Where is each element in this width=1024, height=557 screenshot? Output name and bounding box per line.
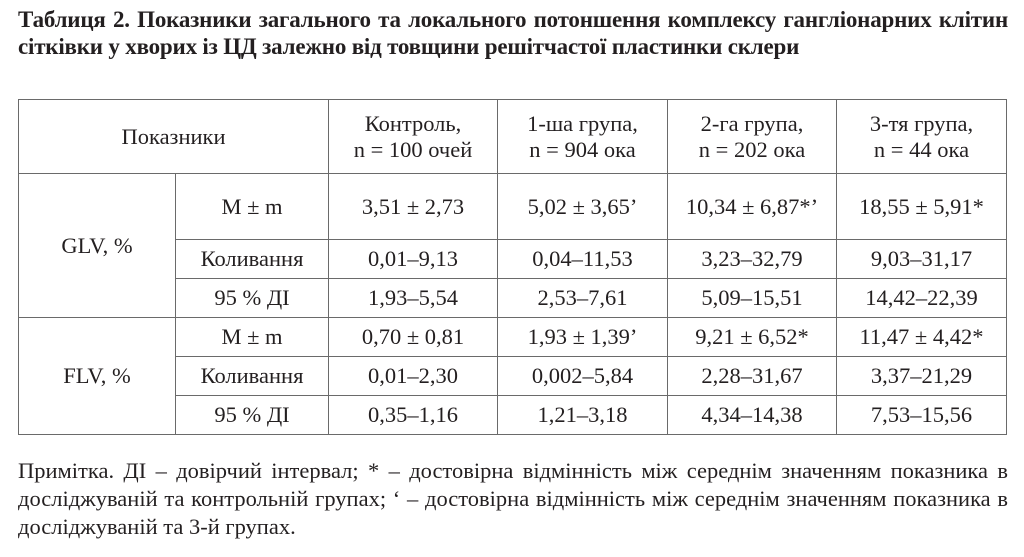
table-cell: 5,02 ± 3,65’ (498, 174, 668, 240)
metric-label: 95 % ДІ (176, 279, 329, 318)
table-cell: 2,28–31,67 (668, 357, 837, 396)
table-row (19, 318, 1007, 357)
header-group-1 (498, 100, 668, 174)
header-group-count: n = 100 очей (353, 136, 473, 162)
results-table (18, 99, 1007, 435)
table-cell: 14,42–22,39 (837, 279, 1007, 318)
table-cell: 10,34 ± 6,87*’ (668, 174, 837, 240)
header-group-3 (837, 100, 1007, 174)
table-cell: 4,34–14,38 (668, 396, 837, 435)
table-cell: 2,53–7,61 (498, 279, 668, 318)
table-cell: 0,04–11,53 (498, 240, 668, 279)
table-cell: 3,51 ± 2,73 (329, 174, 498, 240)
table-cell: 3,23–32,79 (668, 240, 837, 279)
table-cell: 11,47 ± 4,42* (837, 318, 1007, 357)
table-cell: 0,70 ± 0,81 (329, 318, 498, 357)
metric-label: M ± m (176, 174, 329, 240)
table-cell: 18,55 ± 5,91* (837, 174, 1007, 240)
header-group-count: n = 44 ока (873, 136, 970, 162)
table-cell: 1,93–5,54 (329, 279, 498, 318)
table-cell: 9,21 ± 6,52* (668, 318, 837, 357)
table-cell: 0,01–2,30 (329, 357, 498, 396)
table-cell: 3,37–21,29 (837, 357, 1007, 396)
header-group-count: n = 202 ока (698, 136, 806, 162)
metric-label: Коливання (176, 357, 329, 396)
section-label-glv: GLV, % (19, 174, 176, 318)
header-control (329, 100, 498, 174)
section-label-flv: FLV, % (19, 318, 176, 435)
table-cell: 0,35–1,16 (329, 396, 498, 435)
header-group-name: 3-тя група, (869, 110, 974, 136)
header-group-count: n = 904 ока (529, 136, 636, 162)
metric-label: Коливання (176, 240, 329, 279)
metric-label: M ± m (176, 318, 329, 357)
header-group-name: 2-га група, (700, 110, 804, 136)
table-cell: 0,01–9,13 (329, 240, 498, 279)
table-cell: 1,21–3,18 (498, 396, 668, 435)
table-cell: 7,53–15,56 (837, 396, 1007, 435)
metric-label: 95 % ДІ (176, 396, 329, 435)
table-row (19, 174, 1007, 240)
header-row (19, 100, 1007, 174)
table-note: Примітка. ДІ – довірчий інтервал; * – достовірна відмінність між середнім значенням показника в досліджуваній та контрольній групах; ‘ – достовірна відмінність між середнім значенням показника в досліджуваній та 3-й групах. (18, 458, 1008, 539)
header-group-2 (668, 100, 837, 174)
header-group-name: Контроль, (364, 110, 462, 136)
table-cell: 5,09–15,51 (668, 279, 837, 318)
table-caption: Таблиця 2. Показники загального та локального потоншення комплексу гангліонарних клітин сітківки у хворих із ЦД залежно від товщини решітчастої пластинки склери (18, 7, 1008, 59)
table-cell: 1,93 ± 1,39’ (498, 318, 668, 357)
table-cell: 0,002–5,84 (498, 357, 668, 396)
header-indicators: Показники (19, 100, 329, 174)
header-group-name: 1-ша група, (527, 110, 638, 136)
table-cell: 9,03–31,17 (837, 240, 1007, 279)
